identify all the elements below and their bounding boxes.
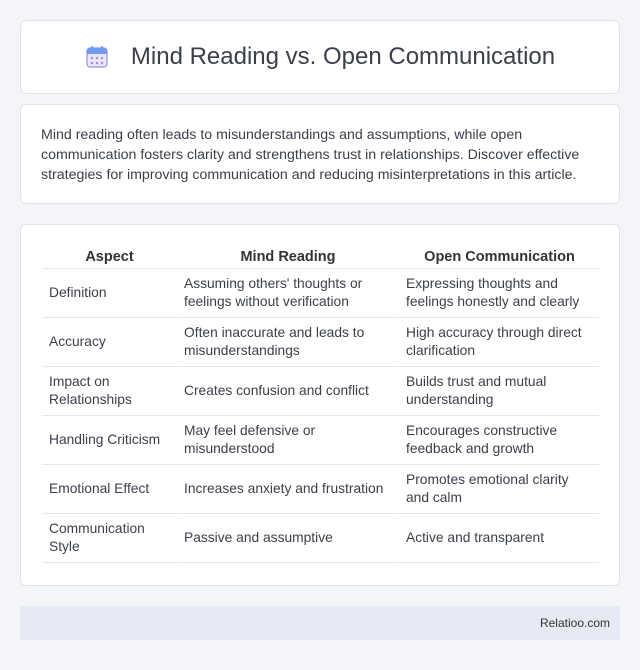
title-card: [20, 20, 620, 94]
cell-mind-reading: Increases anxiety and frustration: [176, 465, 398, 514]
table-row: [43, 367, 599, 416]
cell-open-communication: Expressing thoughts and feelings honestly and clearly: [398, 269, 599, 318]
cell-mind-reading: Passive and assumptive: [176, 514, 398, 563]
table-row: [43, 514, 599, 563]
cell-aspect: Definition: [43, 269, 176, 318]
table-row: [43, 416, 599, 465]
comparison-table: [43, 245, 599, 563]
cell-mind-reading: Creates confusion and conflict: [176, 367, 398, 416]
table-row: [43, 269, 599, 318]
header-open-communication: Open Communication: [398, 245, 599, 269]
cell-open-communication: High accuracy through direct clarification: [398, 318, 599, 367]
footer-brand[interactable]: Relatioo.com: [539, 616, 610, 630]
cell-open-communication: Promotes emotional clarity and calm: [398, 465, 599, 514]
table-card: [20, 224, 620, 586]
cell-aspect: Handling Criticism: [43, 416, 176, 465]
cell-aspect: Communication Style: [43, 514, 176, 563]
intro-text: Mind reading often leads to misunderstandings and assumptions, while open communication fosters clarity and strengthens trust in relationships. Discover effective strategies for improving communication and reducing misinterpretations in this article.: [41, 127, 580, 183]
cell-mind-reading: May feel defensive or misunderstood: [176, 416, 398, 465]
page-title: Mind Reading vs. Open Communication: [130, 43, 556, 70]
cell-open-communication: Active and transparent: [398, 514, 599, 563]
cell-open-communication: Builds trust and mutual understanding: [398, 367, 599, 416]
cell-mind-reading: Often inaccurate and leads to misunderstandings: [176, 318, 398, 367]
cell-open-communication: Encourages constructive feedback and growth: [398, 416, 599, 465]
table-row: [43, 465, 599, 514]
header-mind-reading: Mind Reading: [176, 245, 398, 269]
intro-card: [20, 104, 620, 204]
cell-aspect: Impact on Relationships: [43, 367, 176, 416]
table-header-row: [43, 245, 599, 269]
table-row: [43, 318, 599, 367]
footer: [20, 606, 620, 640]
calendar-icon: [85, 45, 109, 69]
header-aspect: Aspect: [43, 245, 176, 269]
cell-mind-reading: Assuming others' thoughts or feelings without verification: [176, 269, 398, 318]
cell-aspect: Emotional Effect: [43, 465, 176, 514]
cell-aspect: Accuracy: [43, 318, 176, 367]
